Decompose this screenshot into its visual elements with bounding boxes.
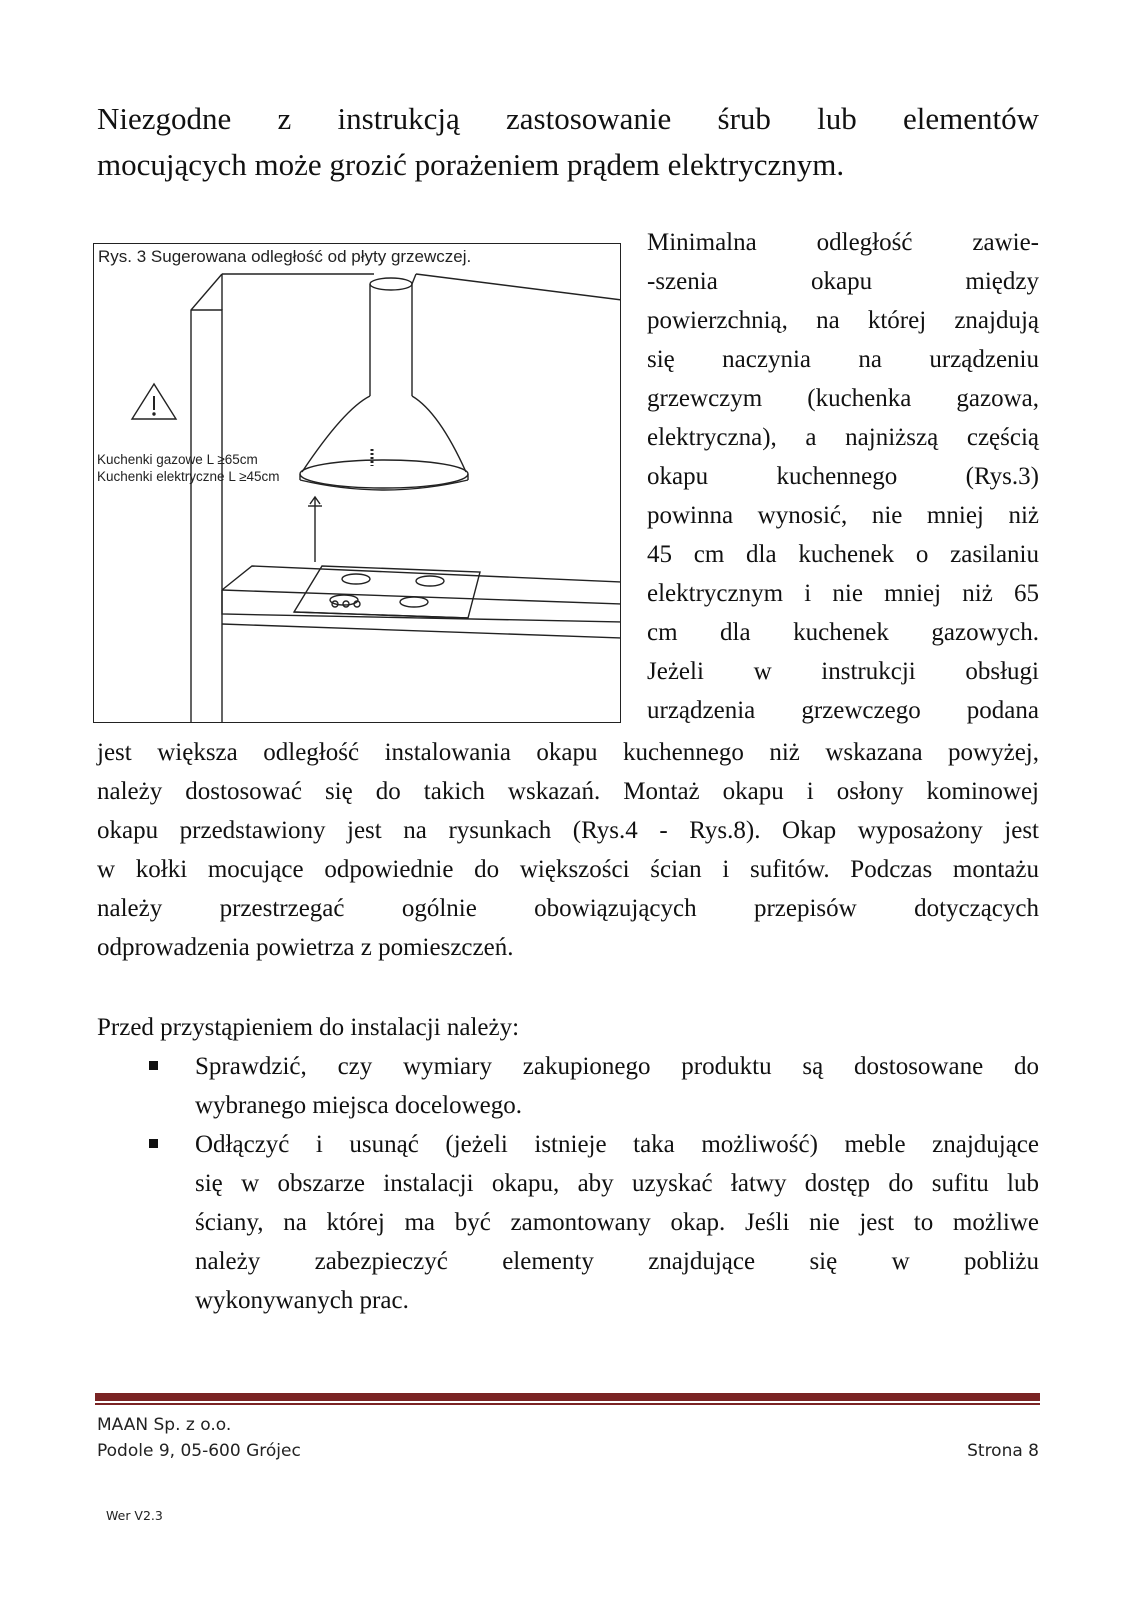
- document-version: Wer V2.3: [106, 1508, 163, 1523]
- paragraph-line: cm dla kuchenek gazowych.: [647, 619, 1039, 646]
- list-item-line: ściany, na której ma być zamontowany okap. Jeśli nie jest to możliwe: [195, 1209, 1039, 1236]
- page-number: Strona 8: [967, 1441, 1039, 1461]
- paragraph-line: powinna wynosić, nie mniej niż: [647, 502, 1039, 529]
- footer-divider-thin: [95, 1403, 1040, 1405]
- square-bullet-icon: [149, 1061, 158, 1070]
- list-item-line: się w obszarze instalacji okapu, aby uzyskać łatwy dostęp do sufitu lub: [195, 1170, 1039, 1197]
- distance-paragraph-continued: [97, 733, 1039, 967]
- list-item-line: Odłączyć i usunąć (jeżeli istnieje taka możliwość) meble znajdujące: [195, 1131, 1039, 1158]
- paragraph-line: -szenia okapu między: [647, 268, 1039, 295]
- paragraph-line: odprowadzenia powietrza z pomieszczeń.: [97, 934, 514, 961]
- list-item-line: wykonywanych prac.: [195, 1287, 409, 1314]
- paragraph-line: Minimalna odległość zawie-: [647, 229, 1039, 256]
- installation-checklist: [97, 1047, 1039, 1320]
- paragraph-line: okapu przedstawiony jest na rysunkach (Rys.4 - Rys.8). Okap wyposażony jest: [97, 817, 1039, 844]
- list-item-line: należy zabezpieczyć elementy znajdujące się w pobliżu: [195, 1248, 1039, 1275]
- paragraph-line: elektryczna), a najniższą częścią: [647, 424, 1039, 451]
- list-item: [97, 1047, 1039, 1125]
- paragraph-line: elektrycznym i nie mniej niż 65: [647, 580, 1039, 607]
- list-item-line: Sprawdzić, czy wymiary zakupionego produktu są dostosowane do: [195, 1053, 1039, 1080]
- paragraph-line: 45 cm dla kuchenek o zasilaniu: [647, 541, 1039, 568]
- paragraph-line: należy dostosować się do takich wskazań. Montaż okapu i osłony kominowej: [97, 778, 1039, 805]
- gas-distance-label: Kuchenki gazowe L ≥65cm: [97, 452, 258, 467]
- heading-line: Niezgodne z instrukcją zastosowanie śrub lub elementów: [97, 101, 1039, 136]
- paragraph-line: grzewczym (kuchenka gazowa,: [647, 385, 1039, 412]
- list-item: [97, 1125, 1039, 1320]
- footer-divider: [95, 1393, 1040, 1401]
- electric-distance-label: Kuchenki elektryczne L ≥45cm: [97, 469, 280, 484]
- paragraph-line: powierzchnią, na której znajdują: [647, 307, 1039, 334]
- paragraph-line: urządzenia grzewczego podana: [647, 697, 1039, 724]
- figure-hood-distance: [93, 243, 621, 723]
- list-item-line: wybranego miejsca docelowego.: [195, 1092, 522, 1119]
- installation-intro: Przed przystąpieniem do instalacji należy:: [97, 1014, 520, 1041]
- paragraph-line: jest większa odległość instalowania okapu kuchennego niż wskazana powyżej,: [97, 739, 1039, 766]
- paragraph-line: okapu kuchennego (Rys.3): [647, 463, 1039, 490]
- figure-caption: Rys. 3 Sugerowana odległość od płyty grzewczej.: [98, 247, 472, 266]
- company-address: Podole 9, 05-600 Grójec: [97, 1441, 301, 1461]
- warning-heading: [97, 96, 1039, 188]
- company-name: MAAN Sp. z o.o.: [97, 1415, 232, 1435]
- paragraph-line: się naczynia na urządzeniu: [647, 346, 1039, 373]
- heading-line: mocujących może grozić porażeniem prądem elektrycznym.: [97, 147, 845, 182]
- paragraph-line: w kołki mocujące odpowiednie do większości ścian i sufitów. Podczas montażu: [97, 856, 1039, 883]
- distance-paragraph-wrap: [647, 223, 1039, 730]
- square-bullet-icon: [149, 1139, 158, 1148]
- paragraph-line: należy przestrzegać ogólnie obowiązujących przepisów dotyczących: [97, 895, 1039, 922]
- paragraph-line: Jeżeli w instrukcji obsługi: [647, 658, 1039, 685]
- page-footer: [97, 1412, 1039, 1464]
